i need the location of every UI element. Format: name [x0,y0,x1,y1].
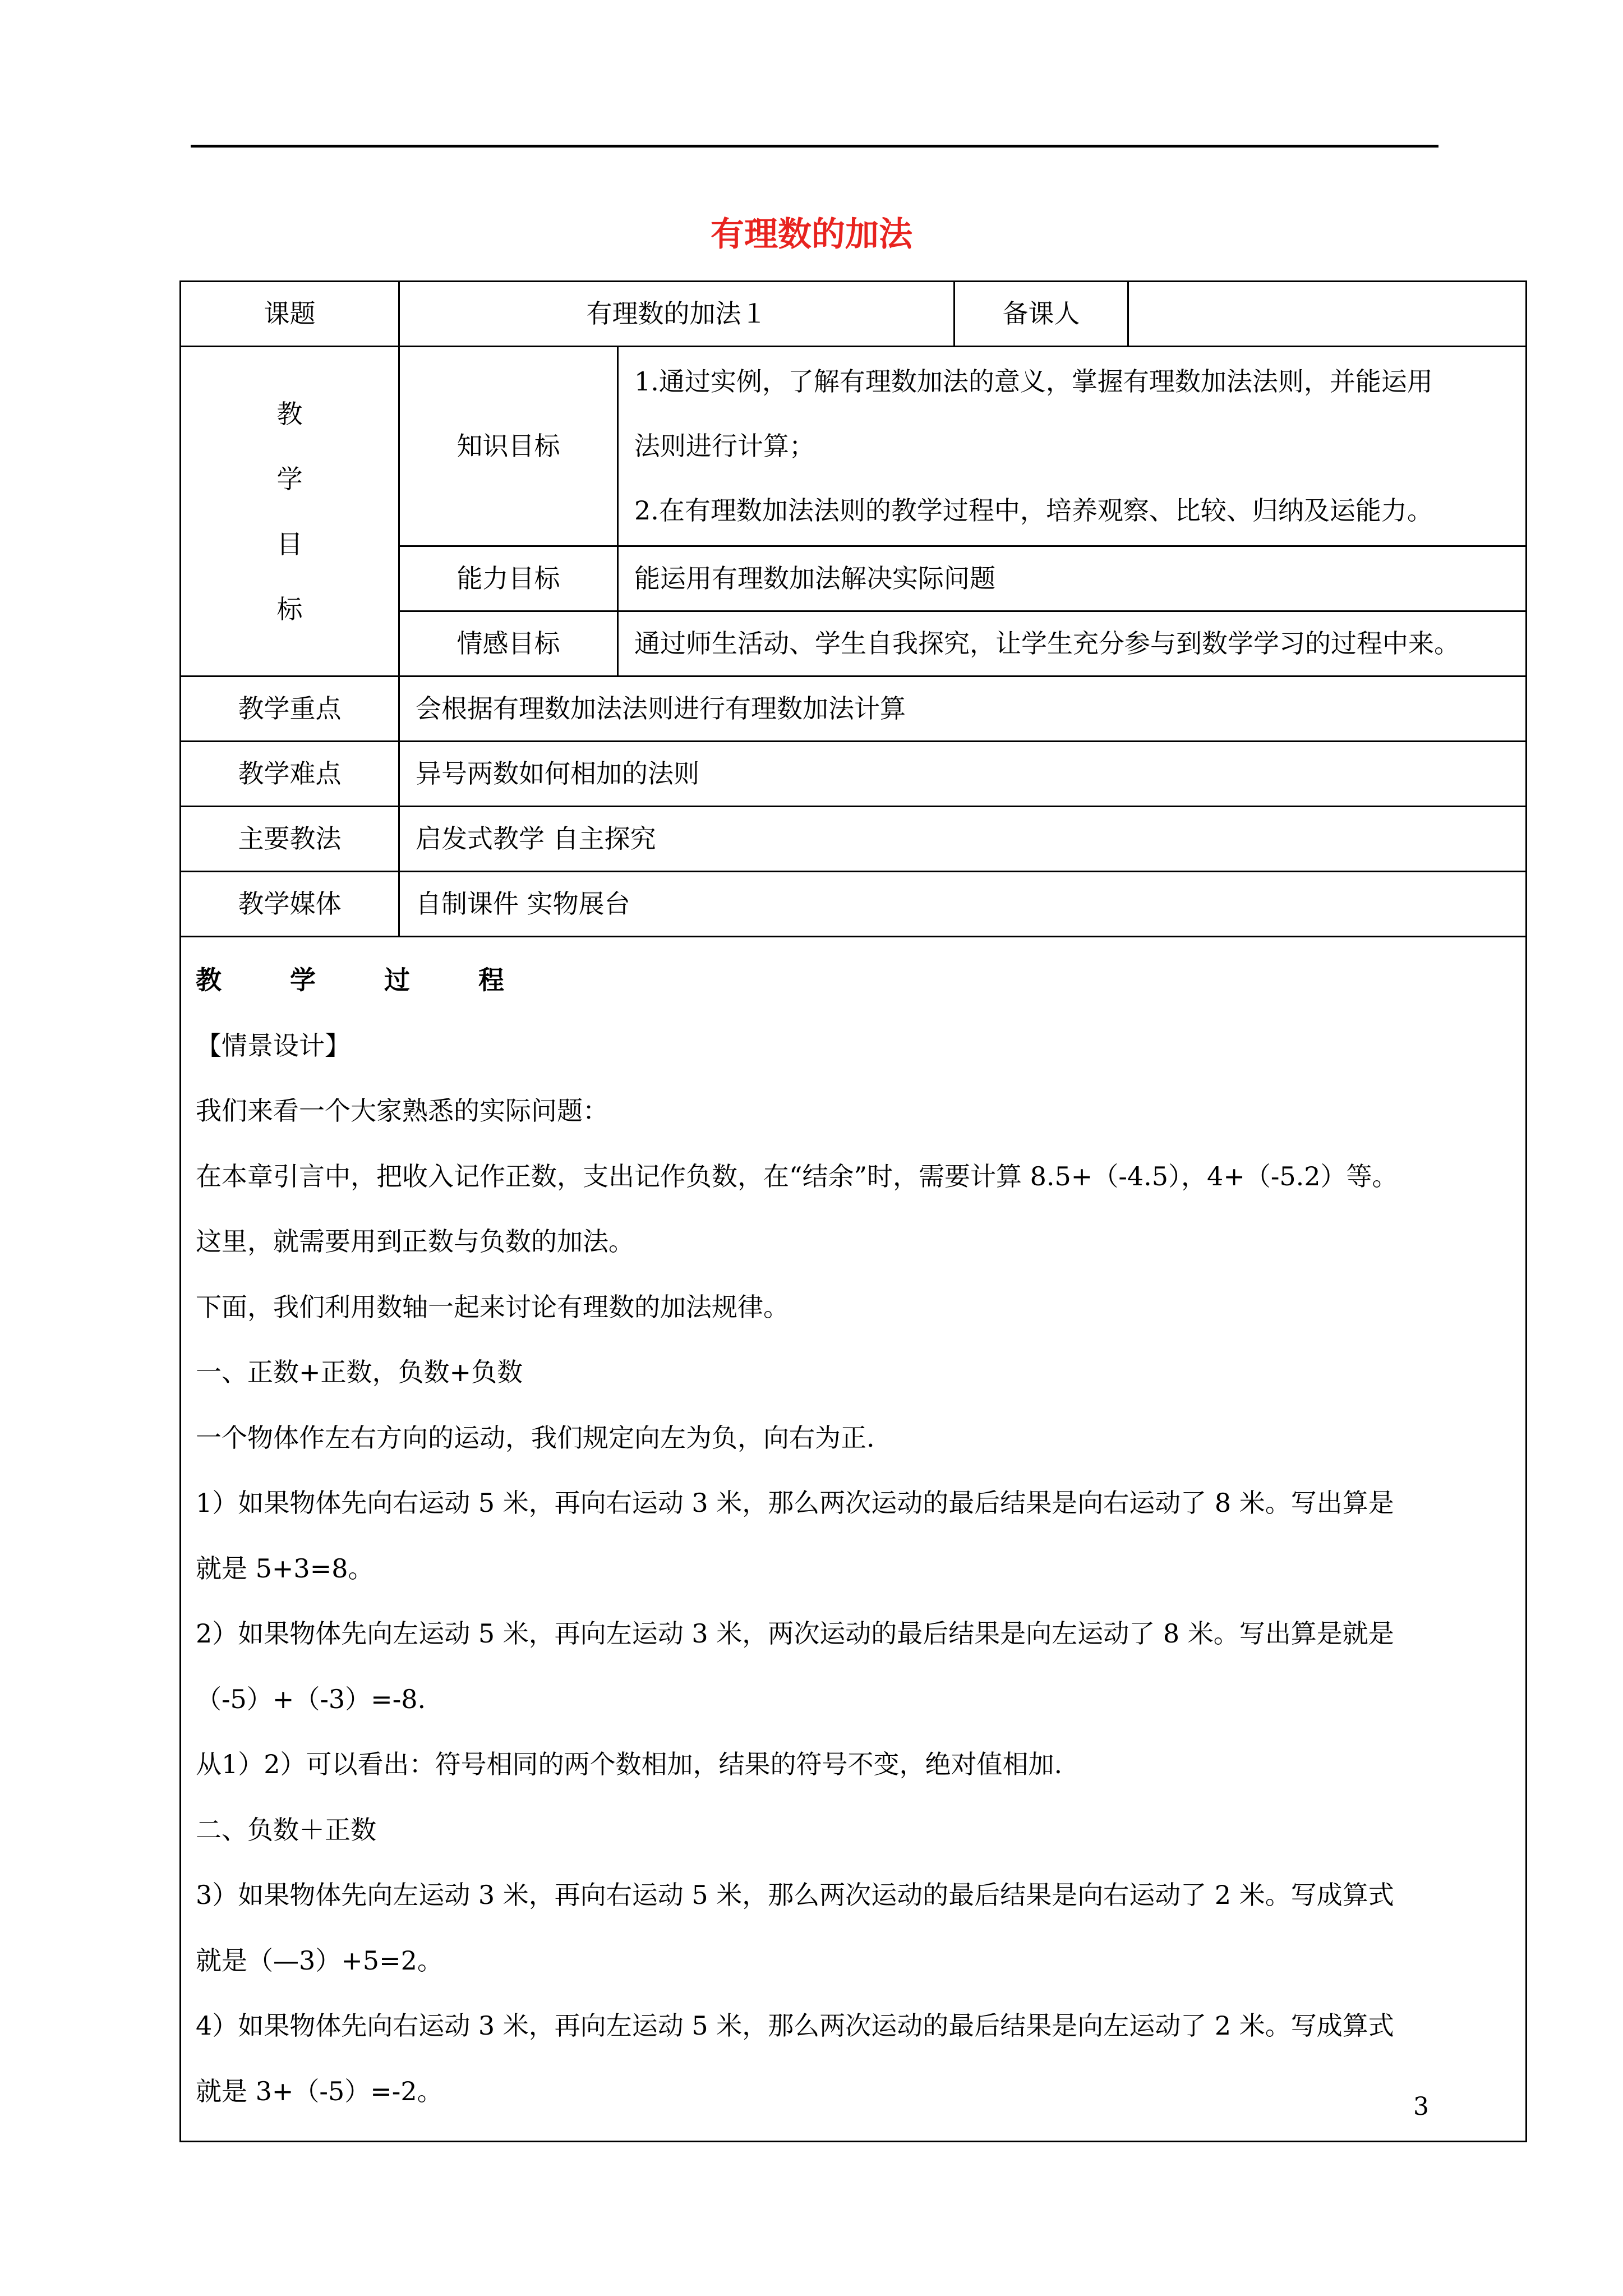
method-value: 启发式教学 自主探究 [399,807,1527,872]
process-line: （-5）+（-3）=-8. [196,1683,426,1714]
ability-objective-value: 能运用有理数加法解决实际问题 [618,546,1527,611]
process-line: 这里，就需要用到正数与负数的加法。 [196,1226,634,1257]
emotion-objective-value: 通过师生活动、学生自我探究，让学生充分参与到数学学习的过程中来。 [618,611,1527,677]
header-rule [191,145,1438,148]
process-line: 3）如果物体先向左运动 3 米，再向右运动 5 米，那么两次运动的最后结果是向右运动了 2 米。写成算式 [196,1880,1394,1910]
process-line: 在本章引言中，把收入记作正数，支出记作负数，在“结余”时，需要计算 8.5+（-4.5），4+（-5.2）等。 [196,1161,1398,1191]
document-title: 有理数的加法 [711,215,912,254]
knowledge-objective-row [181,347,1527,546]
lesson-plan-table [179,280,1527,2142]
process-line: 从1）2）可以看出：符号相同的两个数相加，结果的符号不变，绝对值相加. [196,1749,1063,1779]
process-line: 就是 3+（-5）=-2。 [196,2076,443,2106]
objective-label-char: 学 [276,463,303,494]
difficulty-row [181,742,1527,807]
knowledge-line: 2.在有理数加法法则的教学过程中，培养观察、比较、归纳及运能力。 [634,495,1433,526]
process-row [181,937,1527,2142]
teaching-objectives-label [181,347,399,677]
process-line: 我们来看一个大家熟悉的实际问题： [196,1096,608,1126]
preparer-value [1128,282,1527,347]
topic-label: 课题 [181,282,399,347]
process-line: 就是 5+3=8。 [196,1553,374,1584]
key-point-value: 会根据有理数加法法则进行有理数加法计算 [399,677,1527,742]
knowledge-line: 法则进行计算； [634,431,815,461]
media-value: 自制课件 实物展台 [399,872,1527,937]
objective-label-char: 目 [276,528,303,559]
knowledge-line: 1.通过实例，了解有理数加法的意义，掌握有理数加法法则，并能运用 [634,366,1433,397]
page-number: 3 [1413,2092,1429,2121]
difficulty-label: 教学难点 [181,742,399,807]
media-row [181,872,1527,937]
process-line: 【情景设计】 [196,1030,351,1061]
process-line: 一、正数+正数，负数+负数 [196,1357,523,1387]
topic-row [181,282,1527,347]
process-line: 就是（—3）+5=2。 [196,1945,443,1976]
emotion-objective-label: 情感目标 [399,611,618,677]
process-line: 4）如果物体先向右运动 3 米，再向左运动 5 米，那么两次运动的最后结果是向左运动了 2 米。写成算式 [196,2010,1394,2041]
process-line: 1）如果物体先向右运动 5 米，再向右运动 3 米，那么两次运动的最后结果是向右运动了 8 米。写出算是 [196,1488,1394,1518]
knowledge-objective-label: 知识目标 [399,347,618,546]
process-title: 教学过程 [196,965,573,995]
topic-value: 有理数的加法１ [399,282,955,347]
objective-label-char: 标 [276,593,303,624]
method-row [181,807,1527,872]
process-line: 下面，我们利用数轴一起来讨论有理数的加法规律。 [196,1291,789,1322]
difficulty-value: 异号两数如何相加的法则 [399,742,1527,807]
key-point-label: 教学重点 [181,677,399,742]
teaching-process-cell [181,937,1527,2142]
process-line: 2）如果物体先向左运动 5 米，再向左运动 3 米，两次运动的最后结果是向左运动了 8 米。写出算是就是 [196,1618,1394,1649]
ability-objective-label: 能力目标 [399,546,618,611]
process-line: 一个物体作左右方向的运动，我们规定向左为负，向右为正. [196,1422,875,1453]
knowledge-objective-content [618,347,1527,546]
key-point-row [181,677,1527,742]
method-label: 主要教法 [181,807,399,872]
objective-label-char: 教 [276,398,303,429]
preparer-label: 备课人 [955,282,1128,347]
media-label: 教学媒体 [181,872,399,937]
process-line: 二、负数＋正数 [196,1814,376,1845]
